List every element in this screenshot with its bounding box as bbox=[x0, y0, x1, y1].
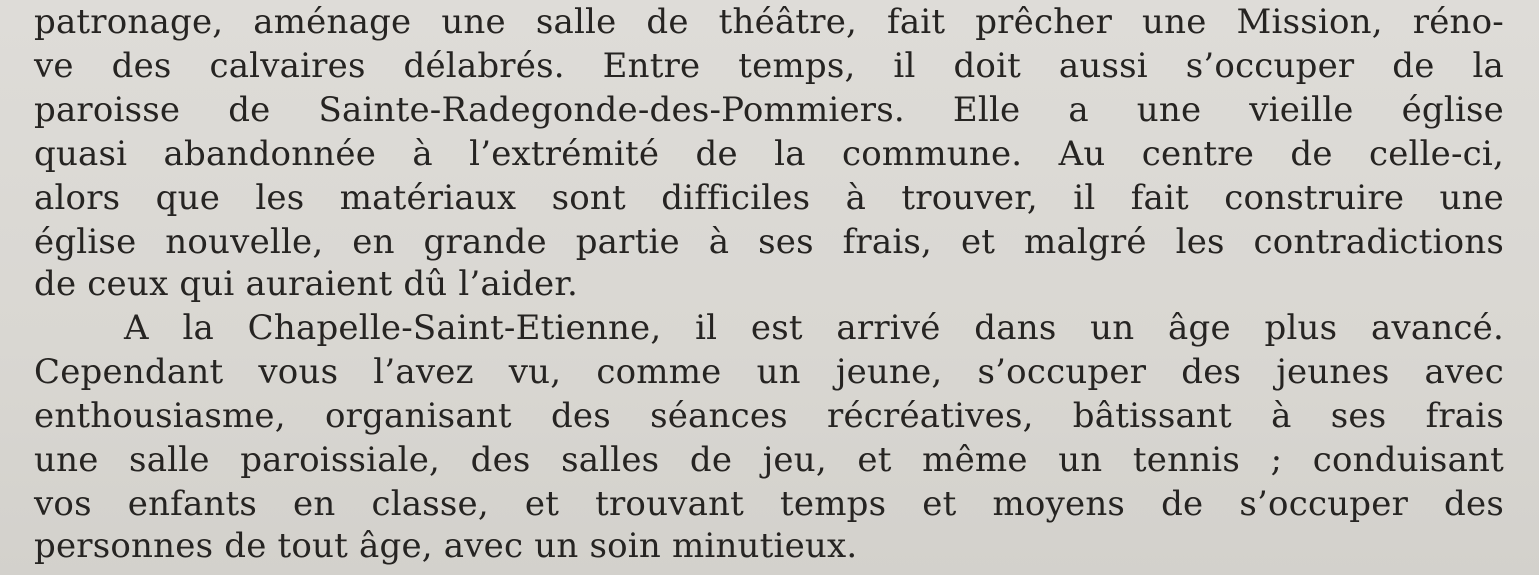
text-line: vos enfants en classe, et trouvant temps et moyens de s’occuper des bbox=[34, 484, 1504, 524]
text-line: quasi abandonnée à l’extrémité de la commune. Au centre de celle-ci, bbox=[34, 134, 1504, 174]
text-line: église nouvelle, en grande partie à ses frais, et malgré les contradictions bbox=[34, 222, 1504, 262]
paragraph-first-line: A la Chapelle-Saint-Etienne, il est arrivé dans un âge plus avancé. bbox=[124, 308, 1504, 348]
text-line: alors que les matériaux sont difficiles à trouver, il fait construire une bbox=[34, 178, 1504, 218]
text-line: de ceux qui auraient dû l’aider. bbox=[34, 264, 579, 304]
text-line: ve des calvaires délabrés. Entre temps, il doit aussi s’occuper de la bbox=[34, 46, 1504, 86]
text-line: personnes de tout âge, avec un soin minutieux. bbox=[34, 526, 858, 566]
text-line: Cependant vous l’avez vu, comme un jeune, s’occuper des jeunes avec bbox=[34, 352, 1504, 392]
text-line: une salle paroissiale, des salles de jeu, et même un tennis ; conduisant bbox=[34, 440, 1504, 480]
text-line: enthousiasme, organisant des séances récréatives, bâtissant à ses frais bbox=[34, 396, 1504, 436]
text-line: patronage, aménage une salle de théâtre, fait prêcher une Mission, réno- bbox=[34, 2, 1504, 42]
text-line: paroisse de Sainte-Radegonde-des-Pommiers. Elle a une vieille église bbox=[34, 90, 1504, 130]
